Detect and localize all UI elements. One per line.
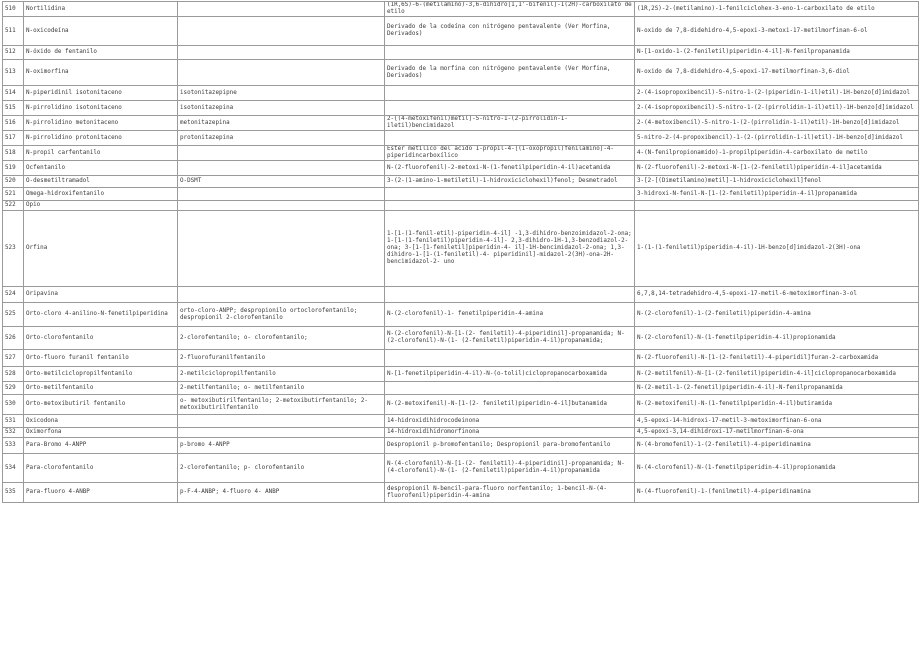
table-row	[3, 367, 919, 382]
row-number-cell: 523	[3, 211, 24, 287]
substance-name-cell: N-oximorfina	[24, 60, 178, 86]
chemical-name-1-cell: N-(4-clorofenil)-N-[1-(2- feniletil)-4-piperidinil]-propanamida; N-(4-clorofenil)-N-(1- (2-feniletil)piperidin-4-il)propanamida	[385, 454, 635, 483]
chemical-name-2-cell: N-oxido de 7,8-didehidro-4,5-epoxi-17-metilmorfinan-3,6-diol	[635, 60, 919, 86]
synonyms-cell	[178, 60, 385, 86]
substance-name-cell: Omega-hidroxifentanilo	[24, 188, 178, 201]
table-row	[3, 395, 919, 415]
chemical-name-1-cell	[385, 46, 635, 60]
synonyms-cell	[178, 2, 385, 17]
chemical-name-2-cell: N-(4-bromofenil)-1-(2-feniletil)-4-piperidinamina	[635, 438, 919, 454]
table-row	[3, 415, 919, 428]
chemical-name-1-cell	[385, 287, 635, 303]
table-row	[3, 454, 919, 483]
synonyms-cell: 2-clorofentanilo; o- clorofentanilo;	[178, 327, 385, 350]
chemical-name-1-cell: N-(2-fluorofenil)-2-metoxi-N-(1-fenetilpiperidin-4-il)acetamida	[385, 161, 635, 176]
substance-name-cell: Orto-clorofentanilo	[24, 327, 178, 350]
synonyms-cell: isotonitazepipne	[178, 86, 385, 101]
chemical-name-2-cell: N-(2-metil-1-(2-fenetil)piperidin-4-il)-N-fenilpropanamida	[635, 382, 919, 395]
chemical-name-2-cell: 4-(N-fenilpropionamido)-1-propilpiperidin-4-carboxilato de metilo	[635, 146, 919, 161]
chemical-name-1-cell	[385, 86, 635, 101]
table-row	[3, 161, 919, 176]
synonyms-cell	[178, 17, 385, 46]
chemical-name-1-cell	[385, 350, 635, 367]
substance-name-cell: Oximorfona	[24, 428, 178, 438]
synonyms-cell: protonitazepina	[178, 131, 385, 146]
chemical-name-2-cell: 4,5-epoxi-3,14-dihidroxi-17-metilmorfinan-6-ona	[635, 428, 919, 438]
chemical-name-2-cell: 1-(1-(1-feniletil)piperidin-4-il)-1H-benzo[d]imidazol-2(3H)-ona	[635, 211, 919, 287]
chemical-name-1-cell: 3-(2-(1-amino-1-metiletil)-1-hidroxiciclohexil)fenol; Desmetradol	[385, 176, 635, 188]
chemical-name-1-cell: Derivado de la codeína con nitrógeno pentavalente (Ver Morfina, Derivados)	[385, 17, 635, 46]
chemical-name-2-cell: N-(4-clorofenil)-N-(1-fenetilpiperidin-4-il)propionamida	[635, 454, 919, 483]
synonyms-cell: o- metoxibutirilfentanilo; 2-metoxibutirfentanilo; 2-metoxibutirilfentanilo	[178, 395, 385, 415]
synonyms-cell	[178, 415, 385, 428]
substance-name-cell: Orto-metilfentanilo	[24, 382, 178, 395]
chemical-name-2-cell: N-(2-clorofenil)-N-(1-fenetilpiperidin-4-il)propionamida	[635, 327, 919, 350]
substance-name-cell: N-pirrolidino isotonitaceno	[24, 101, 178, 116]
substance-name-cell: O-desmetiltramadol	[24, 176, 178, 188]
row-number-cell: 517	[3, 131, 24, 146]
chemical-name-1-cell	[385, 201, 635, 211]
synonyms-cell	[178, 46, 385, 60]
synonyms-cell	[178, 188, 385, 201]
chemical-name-1-cell: (1R,6S)-6-(metilamino)-3,6-dihidro[1,1'-bifenil]-1(2H)-carboxilato de etilo	[385, 2, 635, 17]
chemical-name-1-cell: Ester metílico del ácido 1-propil-4-[(1-oxopropil)fenilamino]-4-piperidincarboxílico	[385, 146, 635, 161]
chemical-name-1-cell: Derivado de la morfina con nitrógeno pentavalente (Ver Morfina, Derivados)	[385, 60, 635, 86]
row-number-cell: 516	[3, 116, 24, 131]
table-row	[3, 211, 919, 287]
chemical-name-2-cell: N-(4-fluorofenil)-1-(fenilmetil)-4-piperidinamina	[635, 483, 919, 503]
synonyms-cell: isotonitazepina	[178, 101, 385, 116]
chemical-name-2-cell: 4,5-epoxi-14-hidroxi-17-metil-3-metoximorfinan-6-ona	[635, 415, 919, 428]
table-row	[3, 60, 919, 86]
substance-name-cell: Nortilidina	[24, 2, 178, 17]
substance-name-cell: N-propil carfentanilo	[24, 146, 178, 161]
synonyms-cell	[178, 287, 385, 303]
row-number-cell: 532	[3, 428, 24, 438]
chemical-name-1-cell: N-[1-fenetilpiperidin-4-il)-N-(o-tolil)ciclopropanocarboxamida	[385, 367, 635, 382]
substance-table-page	[2, 1, 919, 503]
substance-name-cell: N-óxido de fentanilo	[24, 46, 178, 60]
table-row	[3, 46, 919, 60]
synonyms-cell: metonitazepina	[178, 116, 385, 131]
substance-name-cell: N-piperidinil isotonitaceno	[24, 86, 178, 101]
table-row	[3, 428, 919, 438]
synonyms-cell: 2-fluorofuranilfentanilo	[178, 350, 385, 367]
table-row	[3, 188, 919, 201]
table-row	[3, 101, 919, 116]
chemical-name-1-cell	[385, 101, 635, 116]
row-number-cell: 529	[3, 382, 24, 395]
substance-name-cell: Opio	[24, 201, 178, 211]
synonyms-cell	[178, 211, 385, 287]
substance-table	[2, 1, 919, 503]
substance-name-cell: Para-clorofentanilo	[24, 454, 178, 483]
substance-name-cell: Orto-metoxibutiril fentanilo	[24, 395, 178, 415]
row-number-cell: 518	[3, 146, 24, 161]
synonyms-cell	[178, 146, 385, 161]
chemical-name-1-cell: 2-[(4-metoxifenil)metil]-5-nitro-1-(2-pirrolidin-1-iletil)bencimidazol	[385, 116, 635, 131]
synonyms-cell	[178, 428, 385, 438]
row-number-cell: 519	[3, 161, 24, 176]
substance-name-cell: N-pirrolidino protonitaceno	[24, 131, 178, 146]
substance-name-cell: N-pirrolidino metonitaceno	[24, 116, 178, 131]
substance-name-cell: Orto-metilciclopropilfentanilo	[24, 367, 178, 382]
chemical-name-2-cell: N-(2-fluorofenil)-2-metoxi-N-[1-(2-feniletil)piperidin-4-il]acetamida	[635, 161, 919, 176]
row-number-cell: 526	[3, 327, 24, 350]
row-number-cell: 534	[3, 454, 24, 483]
table-row	[3, 382, 919, 395]
synonyms-cell: orto-cloro-ANPP; despropionilo ortoclorofentanilo; despropionil 2-clorofentanilo	[178, 303, 385, 327]
table-row	[3, 327, 919, 350]
chemical-name-1-cell	[385, 188, 635, 201]
chemical-name-2-cell	[635, 201, 919, 211]
row-number-cell: 530	[3, 395, 24, 415]
table-row	[3, 201, 919, 211]
synonyms-cell: 2-clorofentanilo; p- clorofentanilo	[178, 454, 385, 483]
substance-name-cell: Ocfentanilo	[24, 161, 178, 176]
chemical-name-1-cell: 1-[1-(1-fenil-etil)-piperidin-4-il] -1,3-dihidro-benzoimidazol-2-ona; 1-[1-(1-feniletil)piperidin-4-il]- 2,3-dihidro-1H-1,3-benzodiazol-2-ona; 3-[1-[1-feniletil]piperidin-4- il]-1H-bencimidazol-2-ona; 1,3- dihidro-1-[1-(1-feniletil)-4- piperidinil]-midazol-2(3H)-ona-2H- bencimidazol-2- uno	[385, 211, 635, 287]
row-number-cell: 525	[3, 303, 24, 327]
chemical-name-2-cell: N-(2-clorofenil)-1-(2-feniletil)piperidin-4-amina	[635, 303, 919, 327]
row-number-cell: 521	[3, 188, 24, 201]
substance-name-cell: Para-Bromo 4-ANPP	[24, 438, 178, 454]
row-number-cell: 533	[3, 438, 24, 454]
chemical-name-2-cell: N-oxido de 7,8-didehidro-4,5-epoxi-3-metoxi-17-metilmorfinan-6-ol	[635, 17, 919, 46]
synonyms-cell: p-F-4-ANBP; 4-fluoro 4- ANBP	[178, 483, 385, 503]
chemical-name-1-cell: 14-hidroxidihidromorfinona	[385, 428, 635, 438]
chemical-name-2-cell: N-(2-metilfenil)-N-[1-(2-feniletil)piperidin-4-il]ciclopropanocarboxamida	[635, 367, 919, 382]
chemical-name-2-cell: 2-(4-isopropoxibencil)-5-nitro-1-(2-(piperidin-1-il)etil)-1H-benzo[d]imidazol	[635, 86, 919, 101]
row-number-cell: 528	[3, 367, 24, 382]
chemical-name-2-cell: 3-[2-[(Dimetilamino)metil]-1-hidroxiciclohexil]fenol	[635, 176, 919, 188]
table-row	[3, 86, 919, 101]
substance-name-cell: Orto-cloro 4-anilino-N-fenetilpiperidina	[24, 303, 178, 327]
chemical-name-2-cell: (1R,2S)-2-(metilamino)-1-fenilciclohex-3-eno-1-carboxilato de etilo	[635, 2, 919, 17]
row-number-cell: 514	[3, 86, 24, 101]
row-number-cell: 511	[3, 17, 24, 46]
synonyms-cell	[178, 161, 385, 176]
synonyms-cell	[178, 201, 385, 211]
synonyms-cell: 2-metilfentanilo; o- metilfentanilo	[178, 382, 385, 395]
substance-name-cell: Para-fluoro 4-ANBP	[24, 483, 178, 503]
substance-name-cell: N-oxicodeína	[24, 17, 178, 46]
row-number-cell: 515	[3, 101, 24, 116]
chemical-name-1-cell	[385, 131, 635, 146]
synonyms-cell: O-DSMT	[178, 176, 385, 188]
chemical-name-1-cell: N-(2-clorofenil)-N-[1-(2- feniletil)-4-piperidinil]-propanamida; N-(2-clorofenil)-N-(1- (2-feniletil)piperidin-4-il)propanamida;	[385, 327, 635, 350]
table-row	[3, 131, 919, 146]
chemical-name-2-cell: 6,7,8,14-tetradehidro-4,5-epoxi-17-metil-6-metoximorfinan-3-ol	[635, 287, 919, 303]
table-row	[3, 2, 919, 17]
row-number-cell: 512	[3, 46, 24, 60]
table-row	[3, 116, 919, 131]
chemical-name-1-cell: Despropionil p-bromofentanilo; Despropionil para-bromofentanilo	[385, 438, 635, 454]
table-row	[3, 438, 919, 454]
substance-name-cell: Oxicodona	[24, 415, 178, 428]
chemical-name-2-cell: 2-(4-metoxibencil)-5-nitro-1-(2-(pirrolidin-1-il)etil)-1H-benzo[d]imidazol	[635, 116, 919, 131]
chemical-name-2-cell: 2-(4-isopropoxibencil)-5-nitro-1-(2-(pirrolidin-1-il)etil)-1H-benzo[d]imidazol	[635, 101, 919, 116]
substance-name-cell: Orto-fluoro furanil fentanilo	[24, 350, 178, 367]
row-number-cell: 522	[3, 201, 24, 211]
chemical-name-1-cell	[385, 382, 635, 395]
row-number-cell: 535	[3, 483, 24, 503]
substance-name-cell: Orfina	[24, 211, 178, 287]
table-row	[3, 287, 919, 303]
chemical-name-2-cell: N-[1-oxido-1-(2-feniletil)piperidin-4-il]-N-fenilpropanamida	[635, 46, 919, 60]
substance-name-cell: Oripavina	[24, 287, 178, 303]
row-number-cell: 527	[3, 350, 24, 367]
chemical-name-2-cell: N-(2-fluorofenil)-N-[1-(2-feniletil)-4-piperidil]furan-2-carboxamida	[635, 350, 919, 367]
substance-table-body	[3, 2, 919, 503]
table-row	[3, 303, 919, 327]
synonyms-cell: 2-metilciclopropilfentanilo	[178, 367, 385, 382]
row-number-cell: 510	[3, 2, 24, 17]
table-row	[3, 483, 919, 503]
table-row	[3, 17, 919, 46]
row-number-cell: 513	[3, 60, 24, 86]
chemical-name-2-cell: 5-nitro-2-(4-propoxibencil)-1-(2-(pirrolidin-1-il)etil)-1H-benzo[d]imidazol	[635, 131, 919, 146]
chemical-name-1-cell: N-(2-metoxifenil)-N-[1-(2- feniletil)piperidin-4-il]butanamida	[385, 395, 635, 415]
table-row	[3, 146, 919, 161]
chemical-name-1-cell: 14-hidroxidihidrocodeinona	[385, 415, 635, 428]
chemical-name-2-cell: N-(2-metoxifenil)-N-(1-fenetilpiperidin-4-il)butiramida	[635, 395, 919, 415]
row-number-cell: 520	[3, 176, 24, 188]
chemical-name-2-cell: 3-hidroxi-N-fenil-N-[1-(2-feniletil)piperidin-4-il]propanamida	[635, 188, 919, 201]
synonyms-cell: p-bromo 4-ANPP	[178, 438, 385, 454]
row-number-cell: 524	[3, 287, 24, 303]
row-number-cell: 531	[3, 415, 24, 428]
table-row	[3, 350, 919, 367]
table-row	[3, 176, 919, 188]
chemical-name-1-cell: despropionil N-bencil-para-fluoro norfentanilo; 1-bencil-N-(4- fluorofenil)piperidin-4-amina	[385, 483, 635, 503]
chemical-name-1-cell: N-(2-clorofenil)-1- fenetilpiperidin-4-amina	[385, 303, 635, 327]
